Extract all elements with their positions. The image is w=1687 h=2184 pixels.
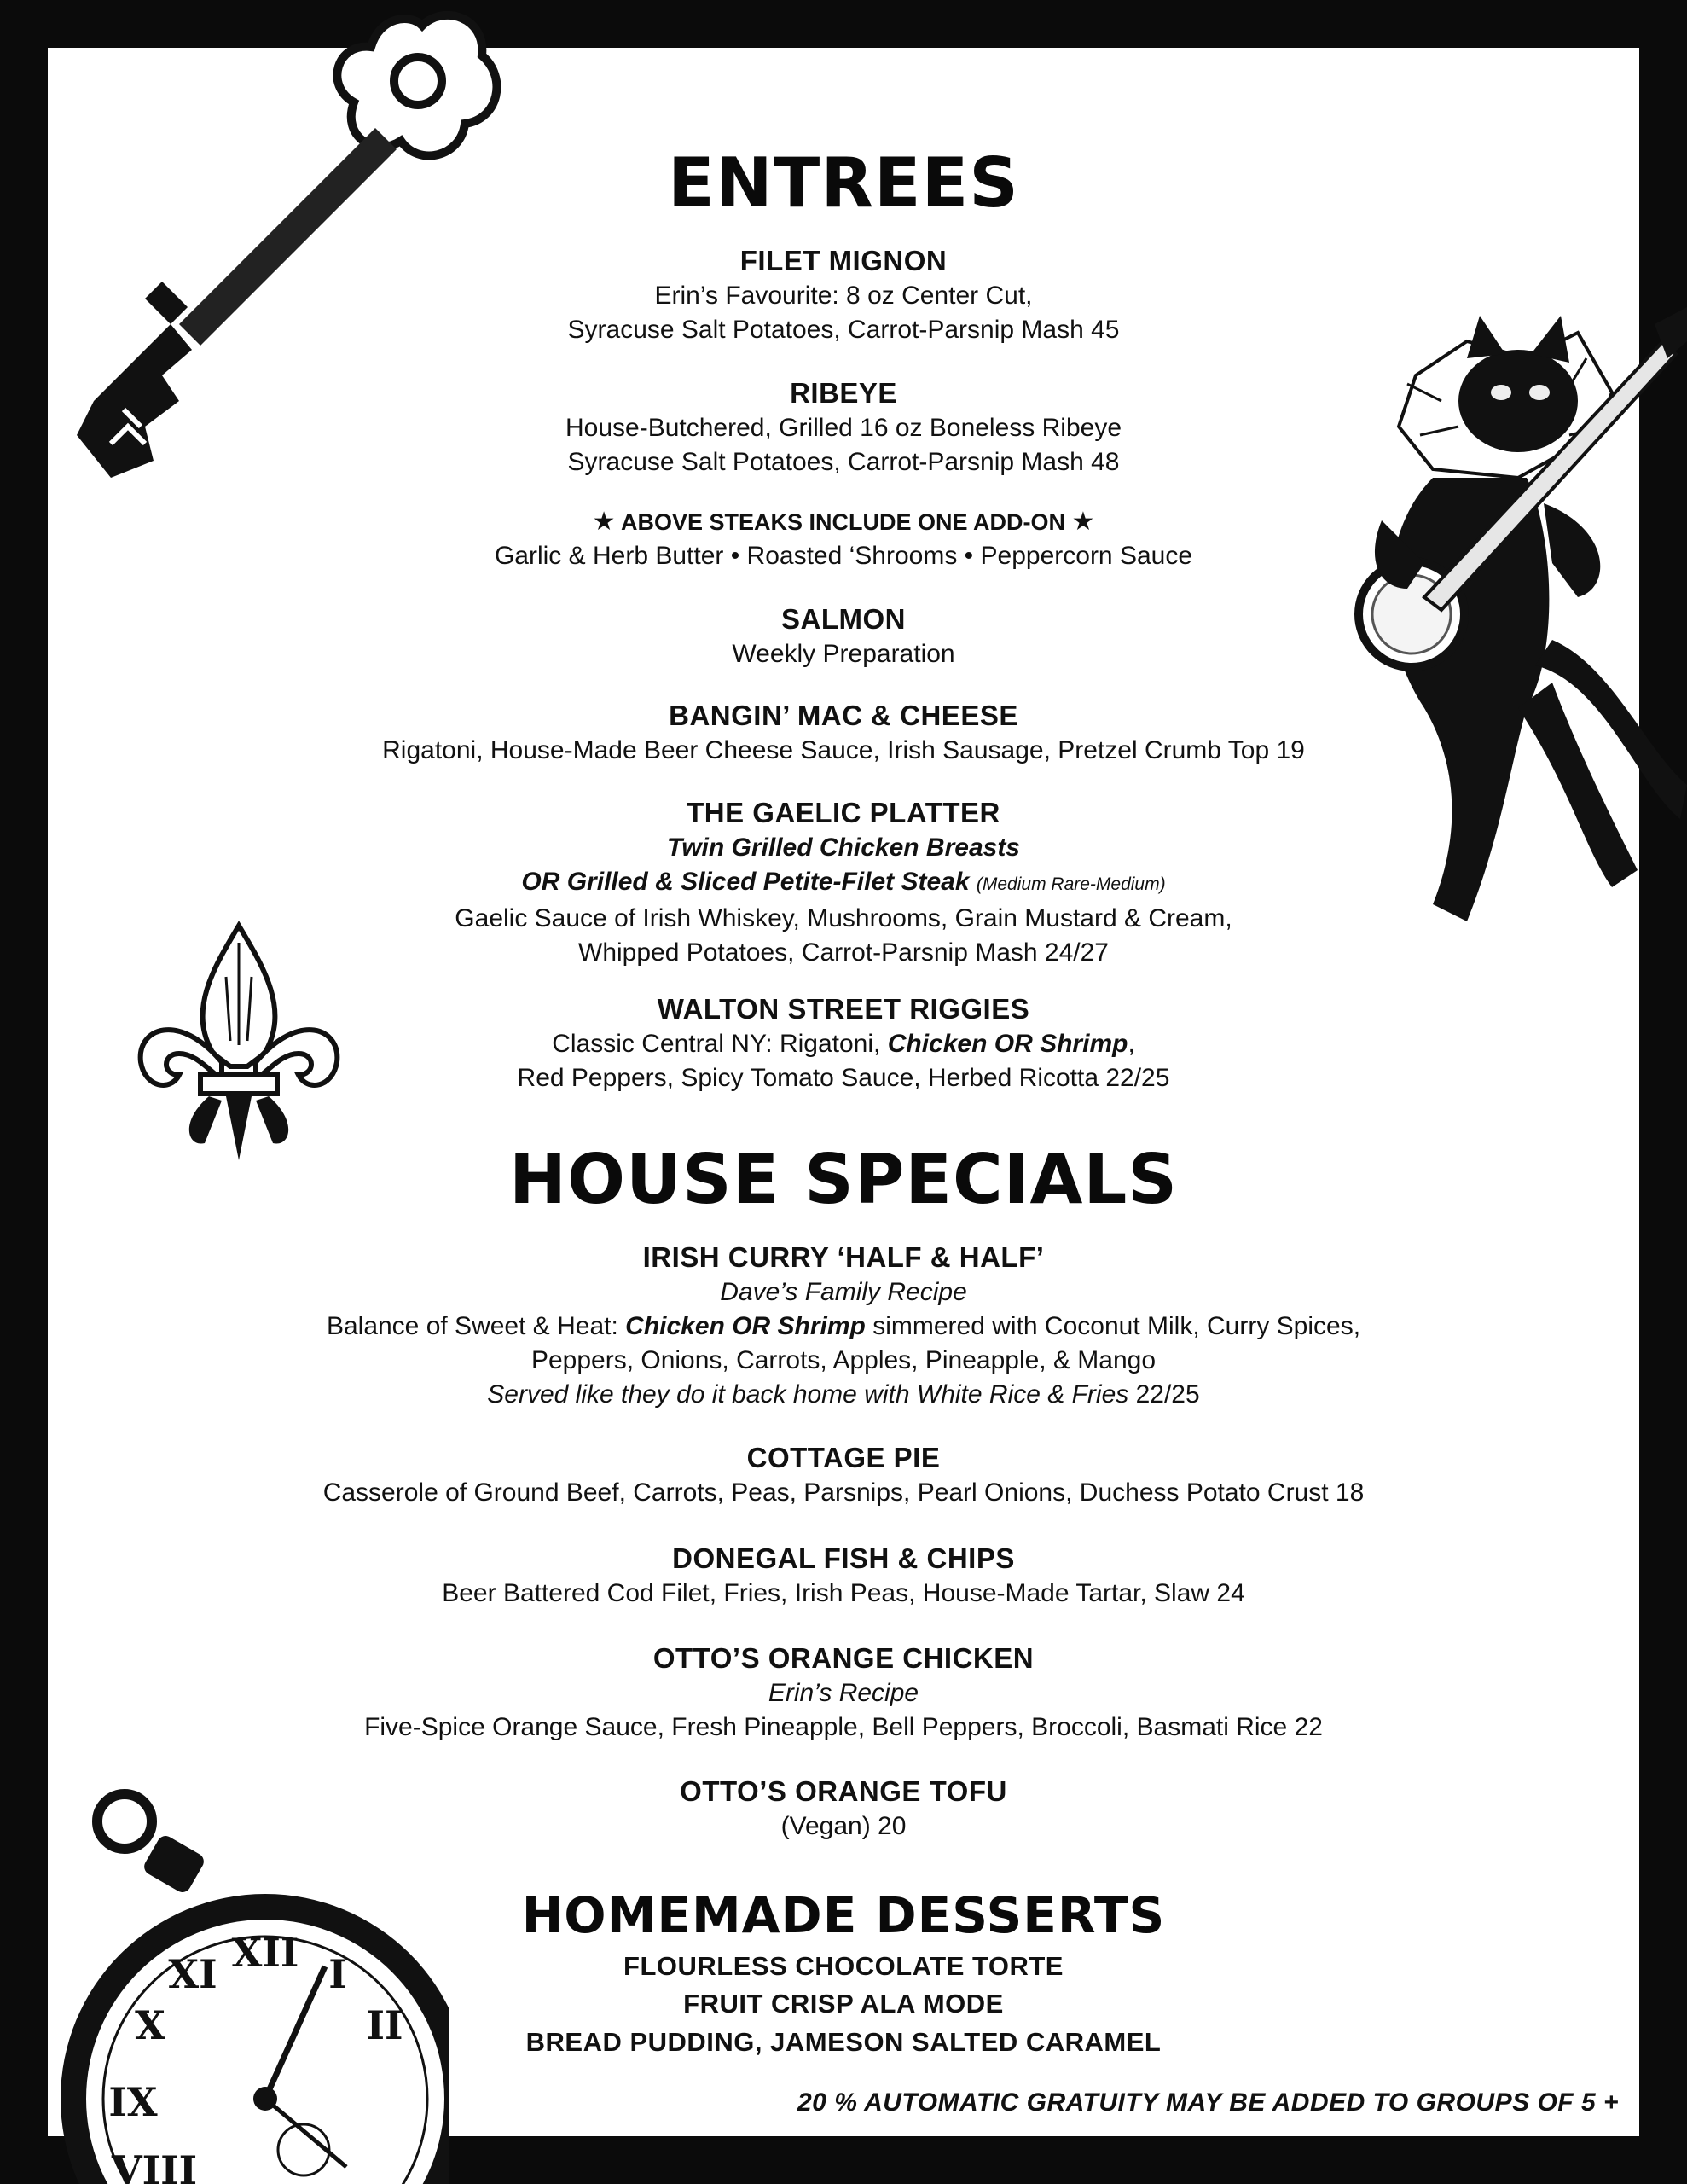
item-description: House-Butchered, Grilled 16 oz Boneless Ribeye xyxy=(565,414,1122,442)
desserts-title: HOMEMADE DESSERTS xyxy=(521,1886,1166,1944)
item-description: Five-Spice Orange Sauce, Fresh Pineapple, Bell Peppers, Broccoli, Basmati Rice 22 xyxy=(364,1713,1323,1741)
item-name: THE GAELIC PLATTER xyxy=(687,797,1000,828)
addon-heading-text: ABOVE STEAKS INCLUDE ONE ADD-ON xyxy=(620,509,1065,535)
orange-chicken-item xyxy=(0,1641,1687,1745)
item-description xyxy=(0,1027,1687,1061)
item-option-text: Chicken OR Shrimp xyxy=(887,1030,1128,1058)
item-name: OTTO’S ORANGE CHICKEN xyxy=(652,1642,1035,1674)
star-icon: ★ xyxy=(1071,508,1095,536)
item-description: Rigatoni, House-Made Beer Cheese Sauce, Irish Sausage, Pretzel Crumb Top 19 xyxy=(382,736,1305,764)
item-option-text: OR Grilled & Sliced Petite-Filet Steak xyxy=(521,868,970,896)
orange-tofu-item xyxy=(0,1774,1687,1844)
dessert-item: FLOURLESS CHOCOLATE TORTE xyxy=(623,1951,1064,1981)
item-description: Beer Battered Cod Filet, Fries, Irish Peas, House-Made Tartar, Slaw 24 xyxy=(442,1579,1245,1607)
item-name: WALTON STREET RIGGIES xyxy=(657,993,1030,1025)
item-name: RIBEYE xyxy=(790,377,897,409)
gaelic-platter-item xyxy=(0,795,1687,970)
item-description: Weekly Preparation xyxy=(732,640,955,668)
item-description: Peppers, Onions, Carrots, Apples, Pineapple, & Mango xyxy=(530,1346,1157,1374)
item-name: COTTAGE PIE xyxy=(746,1442,941,1473)
svg-text:IX: IX xyxy=(108,2079,158,2125)
item-subtitle: Dave’s Family Recipe xyxy=(720,1278,967,1306)
item-description-text: Served like they do it back home with White Rice & Fries xyxy=(487,1380,1129,1409)
mac-cheese-item xyxy=(0,698,1687,768)
item-name: IRISH CURRY ‘HALF & HALF’ xyxy=(642,1241,1045,1273)
fish-chips-item xyxy=(0,1541,1687,1611)
item-name: OTTO’S ORANGE TOFU xyxy=(680,1775,1007,1807)
item-name: DONEGAL FISH & CHIPS xyxy=(672,1542,1015,1574)
item-name: BANGIN’ MAC & CHEESE xyxy=(669,700,1018,731)
svg-text:XII: XII xyxy=(231,1930,299,1976)
item-description-text: Balance of Sweet & Heat: xyxy=(326,1312,626,1340)
item-description xyxy=(0,1378,1687,1412)
item-description: Casserole of Ground Beef, Carrots, Peas, Parsnips, Pearl Onions, Duchess Potato Crust 18 xyxy=(322,1478,1365,1507)
item-description: Erin’s Favourite: 8 oz Center Cut, xyxy=(654,282,1033,310)
item-description: (Vegan) 20 xyxy=(780,1812,907,1840)
house-specials-title: HOUSE SPECIALS xyxy=(509,1140,1178,1219)
item-description-text: Classic Central NY: Rigatoni, xyxy=(552,1030,888,1058)
addon-heading xyxy=(0,505,1687,539)
dessert-item: FRUIT CRISP ALA MODE xyxy=(683,1989,1004,2018)
irish-curry-item xyxy=(0,1240,1687,1412)
item-description-text: , xyxy=(1128,1030,1135,1058)
item-name: FILET MIGNON xyxy=(739,245,948,276)
doneness-note: (Medium Rare-Medium) xyxy=(976,874,1166,894)
item-description-text: simmered with Coconut Milk, Curry Spices, xyxy=(865,1312,1361,1340)
addon-options: Garlic & Herb Butter • Roasted ‘Shrooms • Peppercorn Sauce xyxy=(494,542,1193,570)
salmon-item xyxy=(0,601,1687,671)
item-name: SALMON xyxy=(781,603,906,635)
item-description: Syracuse Salt Potatoes, Carrot-Parsnip Mash 48 xyxy=(567,448,1120,476)
svg-text:I: I xyxy=(328,1951,347,1997)
svg-text:VIII: VIII xyxy=(111,2147,198,2184)
item-option xyxy=(0,865,1687,902)
svg-text:X: X xyxy=(135,2002,165,2048)
item-description: Syracuse Salt Potatoes, Carrot-Parsnip Mash 45 xyxy=(567,316,1120,344)
entrees-title: ENTREES xyxy=(668,143,1019,223)
item-option: Twin Grilled Chicken Breasts xyxy=(666,834,1020,862)
filet-mignon-item xyxy=(0,243,1687,347)
addon-block xyxy=(0,505,1687,573)
item-price: 22/25 xyxy=(1128,1380,1200,1409)
svg-text:II: II xyxy=(366,2002,403,2048)
svg-text:XI: XI xyxy=(168,1951,217,1997)
item-option-text: Chicken OR Shrimp xyxy=(625,1312,866,1340)
ribeye-item xyxy=(0,375,1687,479)
item-description: Gaelic Sauce of Irish Whiskey, Mushrooms, Grain Mustard & Cream, xyxy=(455,904,1232,932)
item-subtitle: Erin’s Recipe xyxy=(768,1679,919,1707)
item-description: Red Peppers, Spicy Tomato Sauce, Herbed Ricotta 22/25 xyxy=(517,1064,1170,1092)
dessert-item: BREAD PUDDING, JAMESON SALTED CARAMEL xyxy=(525,2027,1162,2057)
item-description: Whipped Potatoes, Carrot-Parsnip Mash 24/27 xyxy=(578,938,1109,967)
riggies-item xyxy=(0,991,1687,1095)
item-description xyxy=(0,1310,1687,1344)
star-icon: ★ xyxy=(592,508,616,536)
cottage-pie-item xyxy=(0,1440,1687,1510)
gratuity-note: 20 % AUTOMATIC GRATUITY MAY BE ADDED TO GROUPS OF 5 + xyxy=(797,2088,1619,2117)
